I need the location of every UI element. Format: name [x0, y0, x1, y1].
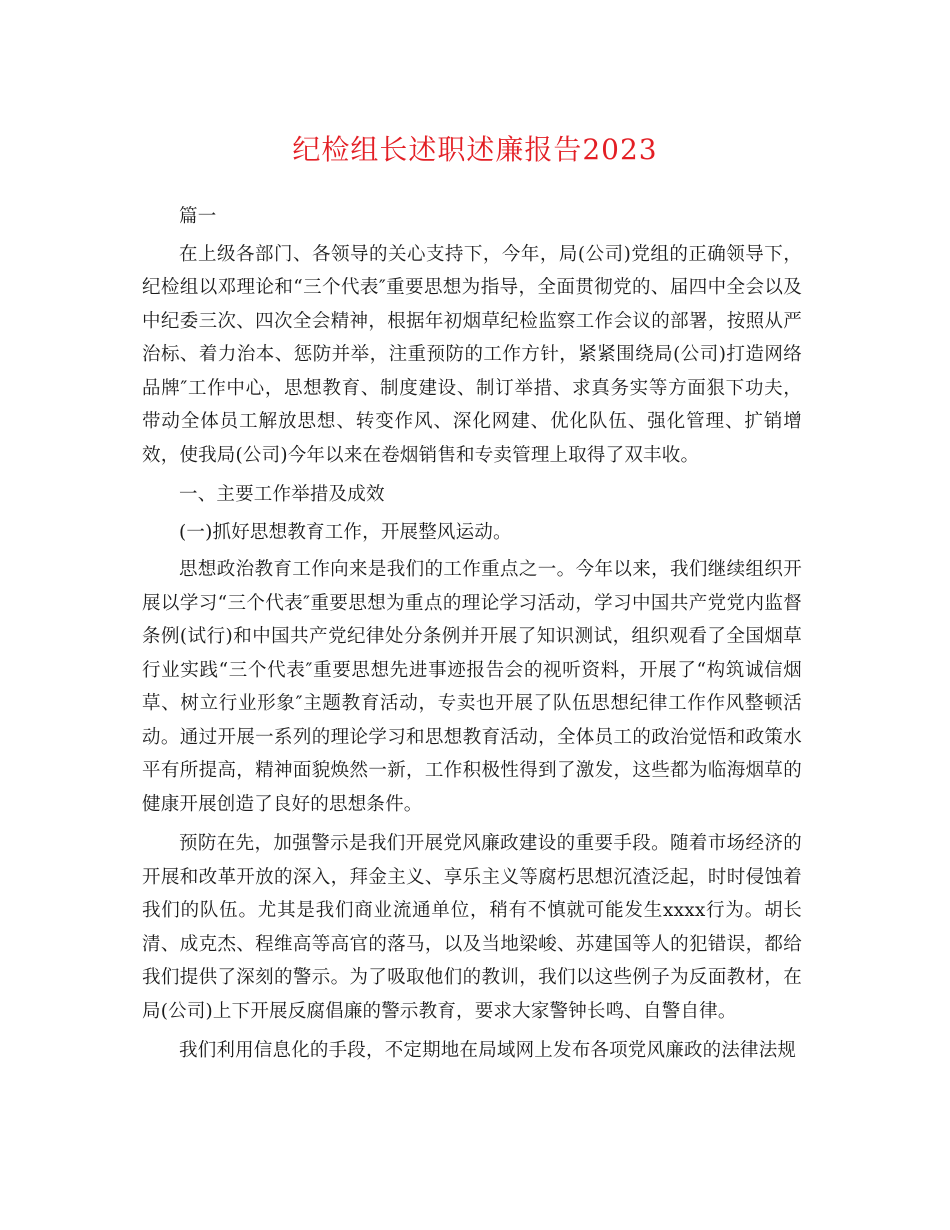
document-body	[142, 200, 802, 1068]
paragraph-prevention-warning: 预防在先，加强警示是我们开展党风廉政建设的重要手段。随着市场经济的开展和改革开放的深入，拜金主义、享乐主义等腐朽思想沉渣泛起，时时侵蚀着我们的队伍。尤其是我们商业流通单位，稍有不慎就可能发生xxxx行为。胡长清、成克杰、程维高等高官的落马，以及当地梁峻、苏建国等人的犯错误，都给我们提供了深刻的警示。为了吸取他们的教训，我们以这些例子为反面教材，在局(公司)上下开展反腐倡廉的警示教育，要求大家警钟长鸣、自警自律。	[142, 833, 802, 1022]
section-label: 篇一	[179, 206, 217, 227]
heading-main-measures: 一、主要工作举措及成效	[179, 484, 385, 505]
paragraph-informatization: 我们利用信息化的手段，不定期地在局域网上发布各项党风廉政的法律法规	[179, 1040, 797, 1061]
document-title: 纪检组长述职述廉报告2023	[292, 133, 658, 166]
paragraph-intro: 在上级各部门、各领导的关心支持下，今年，局(公司)党组的正确领导下，纪检组以邓理论和“三个代表″重要思想为指导，全面贯彻党的、届四中全会以及中纪委三次、四次全会精神，根据年初烟草纪检监察工作会议的部署，按照从严治标、着力治本、惩防并举，注重预防的工作方针，紧紧围绕局(公司)打造网络品牌″工作中心，思想教育、制度建设、制订举措、求真务实等方面狠下功夫，带动全体员工解放思想、转变作风、深化网建、优化队伍、强化管理、扩销增效，使我局(公司)今年以来在卷烟销售和专卖管理上取得了双丰收。	[142, 243, 802, 466]
paragraph-ideological-education: 思想政治教育工作向来是我们的工作重点之一。今年以来，我们继续组织开展以学习“三个代表″重要思想为重点的理论学习活动，学习中国共产党党内监督条例(试行)和中国共产党纪律处分条例并开展了知识测试，组织观看了全国烟草行业实践“三个代表″重要思想先进事迹报告会的视听资料，开展了“构筑诚信烟草、树立行业形象″主题教育活动，专卖也开展了队伍思想纪律工作作风整顿活动。通过开展一系列的理论学习和思想教育活动，全体员工的政治觉悟和政策水平有所提高，精神面貌焕然一新，工作积极性得到了激发，这些都为临海烟草的健康开展创造了良好的思想条件。	[142, 559, 802, 815]
subheading-ideological-education: (一)抓好思想教育工作，开展整风运动。	[179, 521, 512, 543]
